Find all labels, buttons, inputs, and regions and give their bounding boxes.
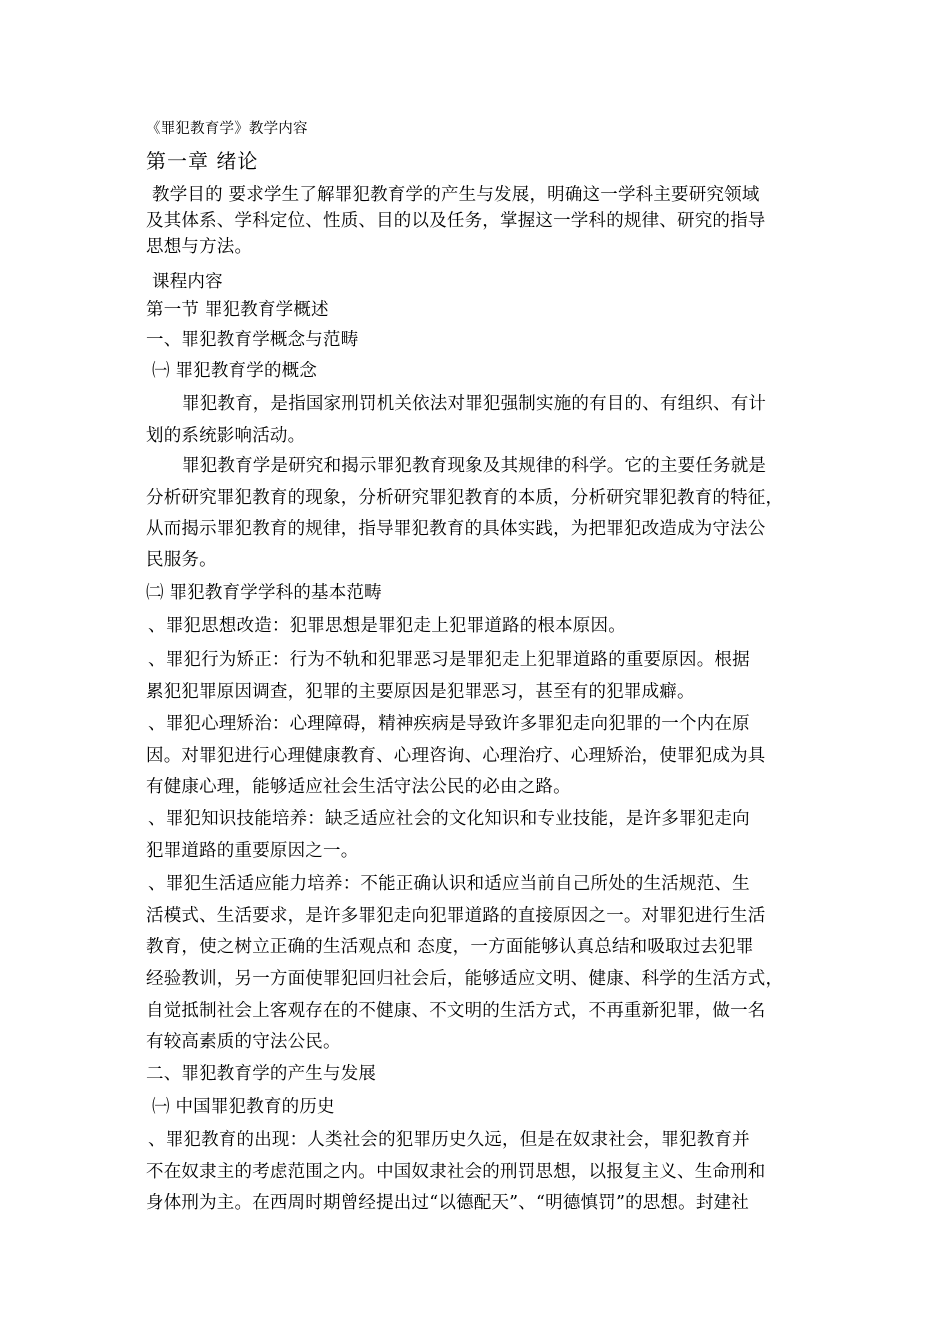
paragraph-line: 罪犯教育，是指国家刑罚机关依法对罪犯强制实施的有目的、有组织、有计 [182,394,767,414]
section-heading: 第一节 罪犯教育学概述 [146,300,329,320]
list-item: 犯罪道路的重要原因之一。 [146,841,359,861]
sub-subheading: ㈡ 罪犯教育学学科的基本范畴 [146,583,382,603]
list-item: 因。对罪犯进行心理健康教育、心理咨询、心理治疗、心理矫治，使罪犯成为具 [146,746,766,766]
document-title: 《罪犯教育学》教学内容 [146,121,308,137]
list-item: 、罪犯知识技能培养：缺乏适应社会的文化知识和专业技能，是许多罪犯走向 [148,809,750,829]
chapter-heading: 第一章 绪论 [146,149,259,173]
paragraph-line: 从而揭示罪犯教育的规律，指导罪犯教育的具体实践，为把罪犯改造成为守法公 [146,519,766,539]
sub-subheading: ㈠ 中国罪犯教育的历史 [152,1097,335,1117]
objective-line: 及其体系、学科定位、性质、目的以及任务，掌握这一学科的规律、研究的指导 [146,211,766,231]
subheading: 二、罪犯教育学的产生与发展 [146,1064,377,1084]
paragraph-line: 罪犯教育学是研究和揭示罪犯教育现象及其规律的科学。它的主要任务就是 [182,456,767,476]
objective-line: 思想与方法。 [146,237,253,257]
list-item: 、罪犯行为矫正：行为不轨和犯罪恶习是罪犯走上犯罪道路的重要原因。根据 [148,650,750,670]
list-item: 、罪犯心理矫治：心理障碍，精神疾病是导致许多罪犯走向犯罪的一个内在原 [148,714,750,734]
objective-line: 教学目的 要求学生了解罪犯教育学的产生与发展，明确这一学科主要研究领域 [152,185,760,205]
paragraph-line: 不在奴隶主的考虑范围之内。中国奴隶社会的刑罚思想，以报复主义、生命刑和 [146,1162,766,1182]
course-label: 课程内容 [152,272,223,292]
sub-subheading: ㈠ 罪犯教育学的概念 [152,361,318,381]
list-item: 有健康心理，能够适应社会生活守法公民的必由之路。 [146,777,571,797]
list-item: 有较高素质的守法公民。 [146,1032,341,1052]
list-item: 累犯犯罪原因调查，犯罪的主要原因是犯罪恶习，甚至有的犯罪成癖。 [146,682,695,702]
list-item: 、罪犯思想改造：犯罪思想是罪犯走上犯罪道路的根本原因。 [148,616,626,636]
list-item: 教育，使之树立正确的生活观点和 态度，一方面能够认真总结和吸取过去犯罪 [146,937,754,957]
paragraph-line: 民服务。 [146,550,217,570]
list-item: 活模式、生活要求，是许多罪犯走向犯罪道路的直接原因之一。对罪犯进行生活 [146,906,766,926]
subheading: 一、罪犯教育学概念与范畴 [146,330,359,350]
paragraph-line: 分析研究罪犯教育的现象，分析研究罪犯教育的本质，分析研究罪犯教育的特征， [146,488,784,508]
paragraph-line: 身体刑为主。在西周时期曾经提出过“以德配天”、“明德慎罚”的思想。封建社 [146,1193,749,1213]
list-item: 经验教训，另一方面使罪犯回归社会后，能够适应文明、健康、科学的生活方式， [146,969,784,989]
list-item: 自觉抵制社会上客观存在的不健康、不文明的生活方式，不再重新犯罪，做一名 [146,1001,766,1021]
list-item: 、罪犯生活适应能力培养：不能正确认识和适应当前自己所处的生活规范、生 [148,874,750,894]
paragraph-line: 划的系统影响活动。 [146,426,306,446]
paragraph-line: 、罪犯教育的出现：人类社会的犯罪历史久远，但是在奴隶社会，罪犯教育并 [148,1130,750,1150]
